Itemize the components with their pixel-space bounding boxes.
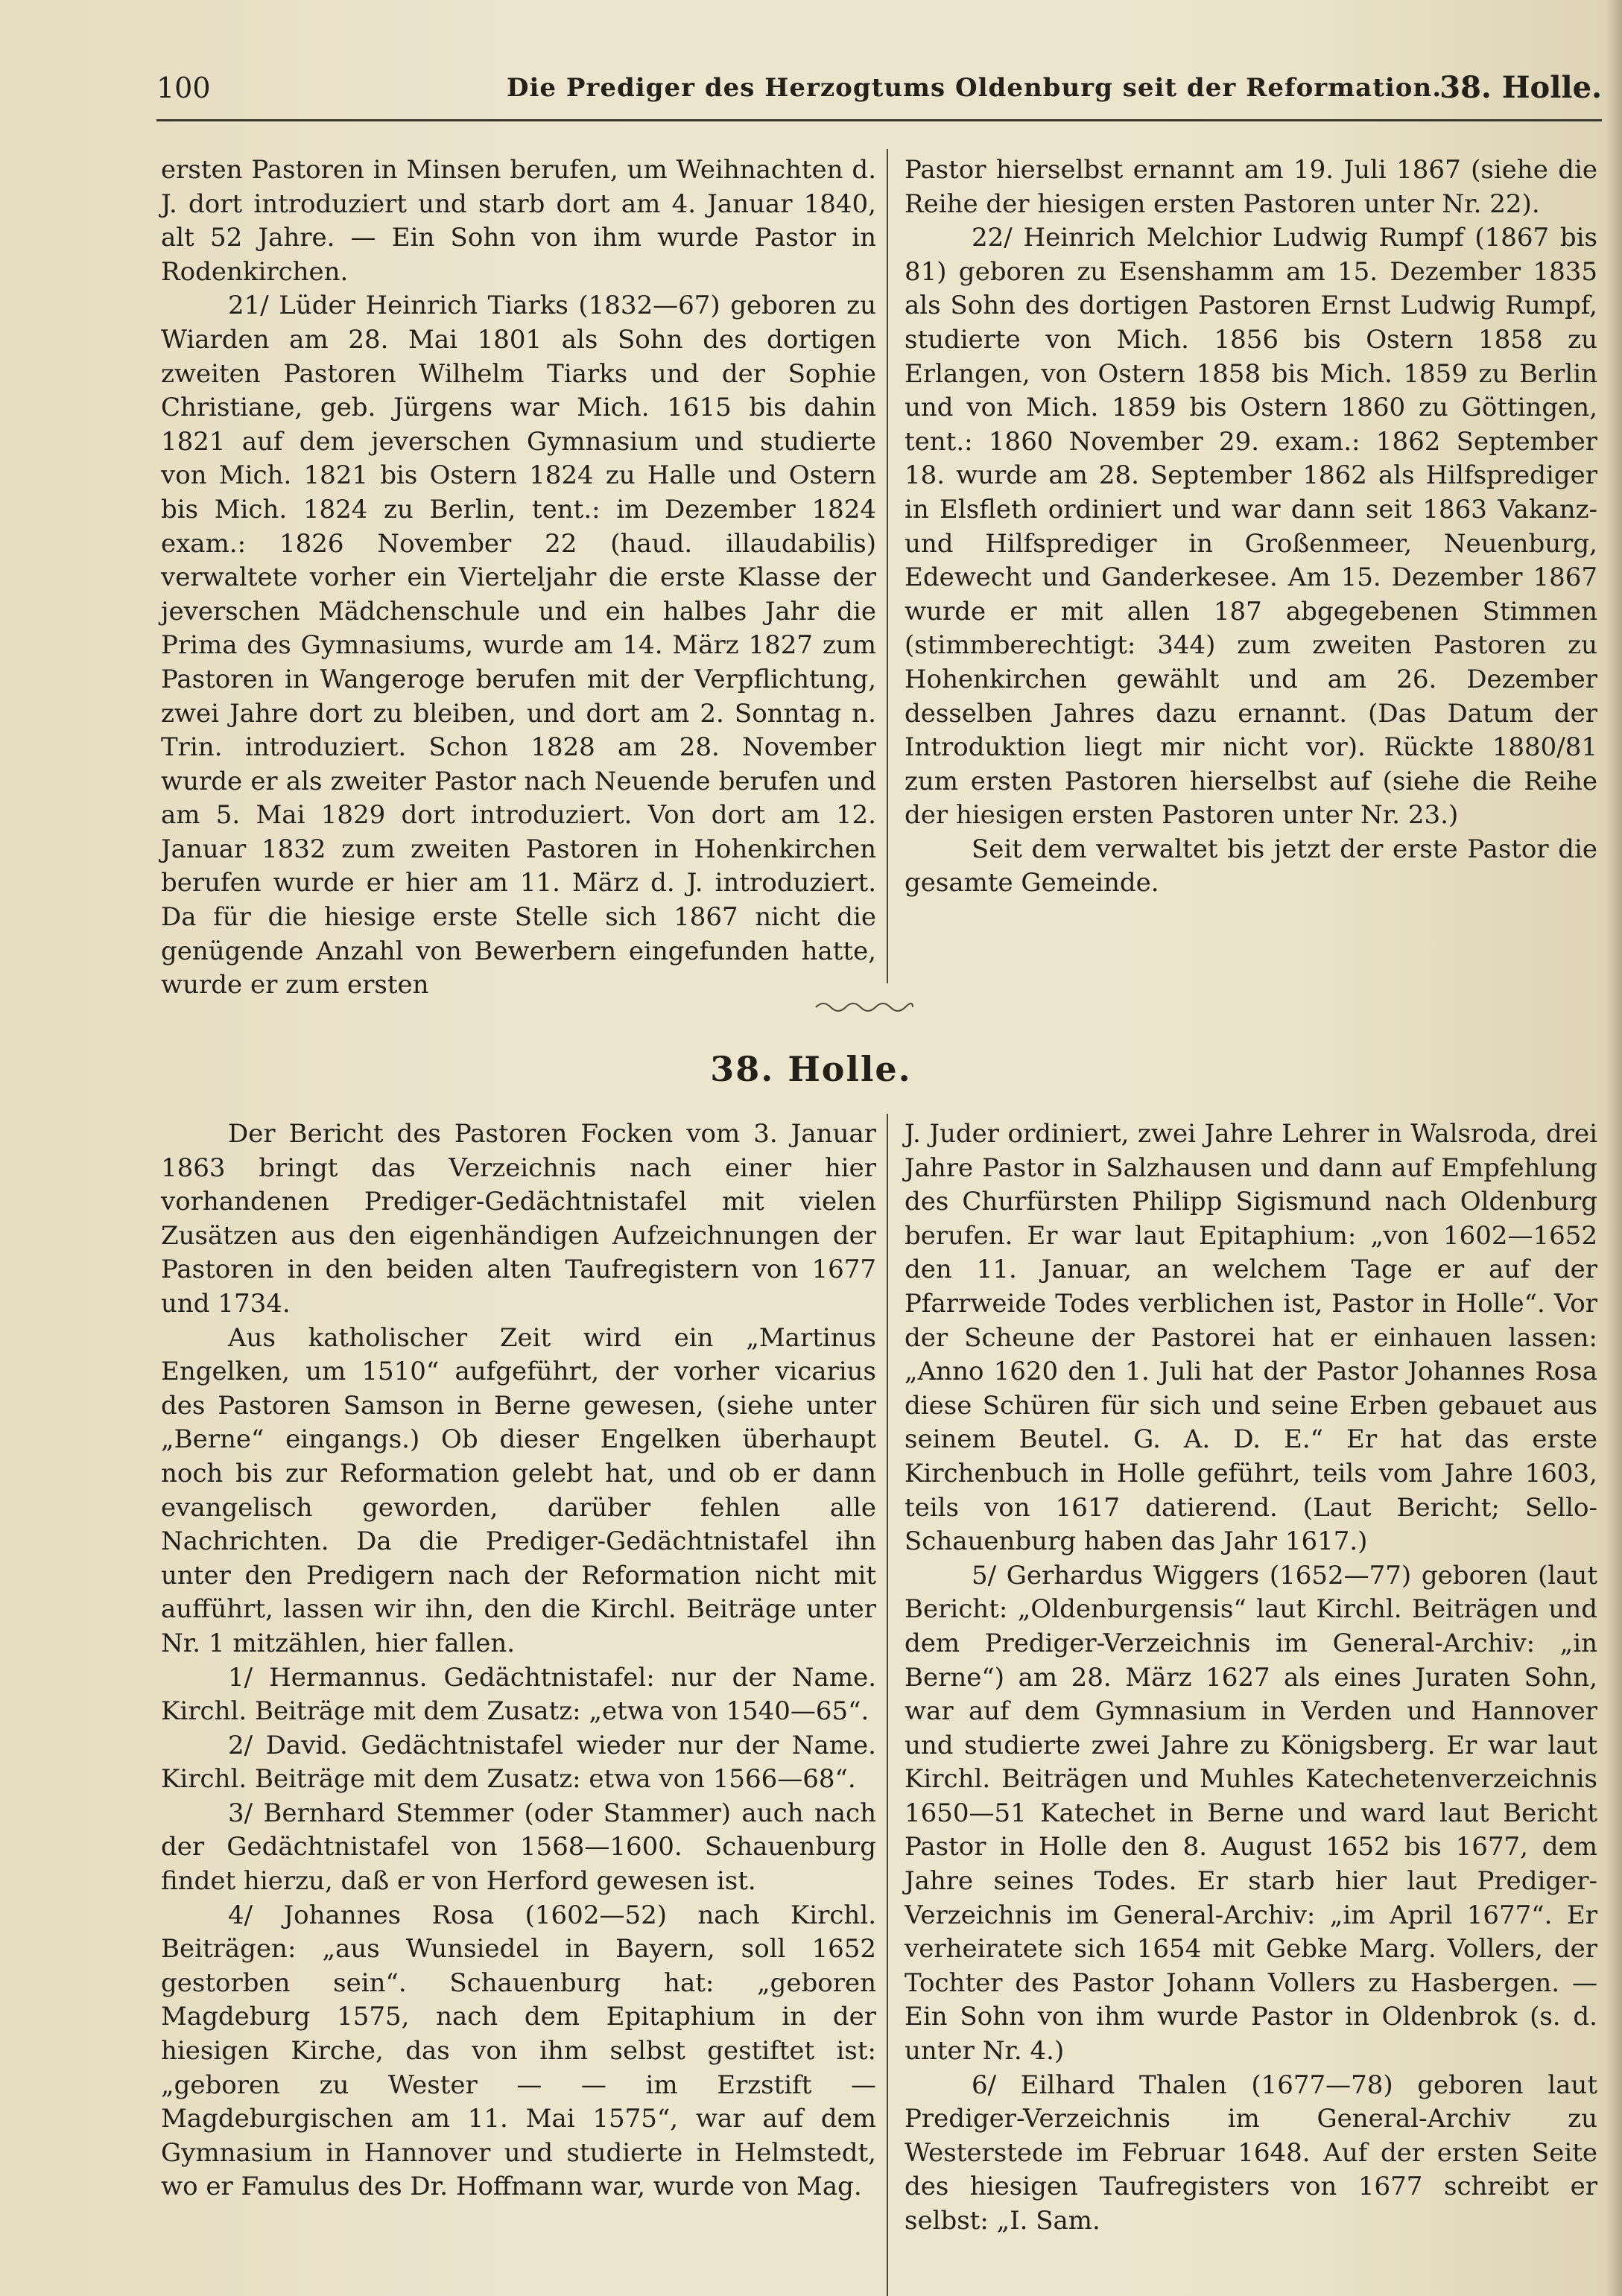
paragraph: ersten Pastoren in Minsen berufen, um Weihnachten d. J. dort introduziert und starb dort am 4. Januar 1840, alt 52 Jahre. — Ein Sohn von ihm wurde Pastor in Rodenkirchen. bbox=[161, 155, 876, 287]
column-divider bbox=[887, 1114, 888, 2296]
paragraph: 1/ Hermannus. Gedächtnistafel: nur der Name. Kirchl. Beiträge mit dem Zusatz: „etwa von 1540—65“. bbox=[161, 1662, 876, 1727]
upper-left-column bbox=[161, 153, 876, 1000]
paragraph: 2/ David. Gedächtnistafel wieder nur der Name. Kirchl. Beiträge mit dem Zusatz: etwa von 1566—68“. bbox=[161, 1730, 876, 1795]
paragraph: Pastor hierselbst ernannt am 19. Juli 1867 (siehe die Reihe der hiesigen ersten Pastoren unter Nr. 22). bbox=[905, 155, 1597, 219]
column-divider bbox=[887, 149, 888, 983]
paragraph: 6/ Eilhard Thalen (1677—78) geboren laut Prediger-Verzeichnis im General-Archiv zu Westerstede im Februar 1648. Auf der ersten Seite des hiesigen Taufregisters von 1677 schreibt er selbst: „I. Sam. bbox=[905, 2070, 1597, 2236]
paragraph: J. Juder ordiniert, zwei Jahre Lehrer in Walsroda, drei Jahre Pastor in Salzhausen und dann auf Empfehlung des Churfürsten Philipp Sigismund nach Oldenburg berufen. Er war laut Epitaphium: „von 1602—1652 den 11. Januar, an welchem Tage er auf der Pfarrweide Todes verblichen ist, Pastor in Holle“. Vor der Scheune der Pastorei hat er einhauen lassen: „Anno 1620 den 1. Juli hat der Pastor Johannes Rosa diese Schüren für sich und seine Erben gebauet aus seinem Beutel. G. A. D. E.“ Er hat das erste Kirchenbuch in Holle geführt, teils vom Jahre 1603, teils von 1617 datierend. (Laut Bericht; Sello-Schauenburg haben das Jahr 1617.) bbox=[905, 1119, 1597, 1557]
paragraph: 21/ Lüder Heinrich Tiarks (1832—67) geboren zu Wiarden am 28. Mai 1801 als Sohn des dortigen zweiten Pastoren Wilhelm Tiarks und der Sophie Christiane, geb. Jürgens war Mich. 1615 bis dahin 1821 auf dem jeverschen Gymnasium und studierte von Mich. 1821 bis Ostern 1824 zu Halle und Ostern bis Mich. 1824 zu Berlin, tent.: im Dezember 1824 exam.: 1826 November 22 (haud. illaudabilis) verwaltete vorher ein Vierteljahr die erste Klasse der jeverschen Mädchenschule und ein halbes Jahr die Prima des Gymnasiums, wurde am 14. März 1827 zum Pastoren in Wangeroge berufen mit der Verpflichtung, zwei Jahre dort zu bleiben, und dort am 2. Sonntag n. Trin. introduziert. Schon 1828 am 28. November wurde er als zweiter Pastor nach Neuende berufen und am 5. Mai 1829 dort introduziert. Von dort am 12. Januar 1832 zum zweiten Pastoren in Hohenkirchen berufen wurde er hier am 11. März d. J. introduziert. Da für die hiesige erste Stelle sich 1867 nicht die genügende Anzahl von Bewerbern eingefunden hatte, wurde er zum ersten bbox=[161, 291, 876, 1000]
running-title: Die Prediger des Herzogtums Oldenburg seit der Reformation. bbox=[507, 73, 1442, 103]
header-rule bbox=[156, 119, 1602, 121]
paragraph: Seit dem verwaltet bis jetzt der erste Pastor die gesamte Gemeinde. bbox=[905, 834, 1597, 898]
page-number: 100 bbox=[156, 72, 211, 104]
paragraph: 3/ Bernhard Stemmer (oder Stammer) auch nach der Gedächtnistafel von 1568—1600. Schauenburg findet hierzu, daß er von Herford gewesen ist. bbox=[161, 1798, 876, 1897]
ornament-divider bbox=[812, 1000, 916, 1015]
running-section: 38. Holle. bbox=[1439, 70, 1602, 105]
paragraph: Aus katholischer Zeit wird ein „Martinus Engelken, um 1510“ aufgeführt, der vorher vicarius des Pastoren Samson in Berne gewesen, (siehe unter „Berne“ eingangs.) Ob dieser Engelken überhaupt noch bis zur Reformation gelebt hat, und ob er dann evangelisch geworden, darüber fehlen alle Nachrichten. Da die Prediger-Gedächtnistafel ihn unter den Predigern nach der Reformation nicht mit aufführt, lassen wir ihn, den die Kirchl. Beiträge unter Nr. 1 mitzählen, hier fallen. bbox=[161, 1322, 876, 1658]
running-header bbox=[156, 66, 1609, 110]
paragraph: Der Bericht des Pastoren Focken vom 3. Januar 1863 bringt das Verzeichnis nach einer hier vorhandenen Prediger-Gedächtnistafel mit vielen Zusätzen aus den eigenhändigen Aufzeichnungen der Pastoren in den beiden alten Taufregistern von 1677 und 1734. bbox=[161, 1119, 876, 1319]
page-edge-shadow bbox=[1606, 0, 1622, 2296]
section-title: 38. Holle. bbox=[710, 1049, 912, 1089]
paragraph: 22/ Heinrich Melchior Ludwig Rumpf (1867 bis 81) geboren zu Esenshamm am 15. Dezember 1835 als Sohn des dortigen Pastoren Ernst Ludwig Rumpf, studierte von Mich. 1856 bis Ostern 1858 zu Erlangen, von Ostern 1858 bis Mich. 1859 zu Berlin und von Mich. 1859 bis Ostern 1860 zu Göttingen, tent.: 1860 November 29. exam.: 1862 September 18. wurde am 28. September 1862 als Hilfsprediger in Elsfleth ordiniert und war dann seit 1863 Vakanz- und Hilfsprediger in Großenmeer, Neuenburg, Edewecht und Ganderkesee. Am 15. Dezember 1867 wurde er mit allen 187 abgegebenen Stimmen (stimmberechtigt: 344) zum zweiten Pastoren zu Hohenkirchen gewählt und am 26. Dezember desselben Jahres dazu ernannt. (Das Datum der Introduktion liegt mir nicht vor). Rückte 1880/81 zum ersten Pastoren hierselbst auf (siehe die Reihe der hiesigen ersten Pastoren unter Nr. 23.) bbox=[905, 223, 1597, 831]
paragraph: 5/ Gerhardus Wiggers (1652—77) geboren (laut Bericht: „Oldenburgensis“ laut Kirchl. Beiträgen und dem Prediger-Verzeichnis im General-Archiv: „in Berne“) am 28. März 1627 als eines Juraten Sohn, war auf dem Gymnasium in Verden und Hannover und studierte zwei Jahre zu Königsberg. Er war laut Kirchl. Beiträgen und Muhles Katechetenverzeichnis 1650—51 Katechet in Berne und ward laut Bericht Pastor in Holle den 8. August 1652 bis 1677, dem Jahre seines Todes. Er starb hier laut Prediger-Verzeichnis im General-Archiv: „im April 1677“. Er verheiratete sich 1654 mit Gebke Marg. Vollers, der Tochter des Pastor Johann Vollers zu Hasbergen. — Ein Sohn von ihm wurde Pastor in Oldenbrok (s. d. unter Nr. 4.) bbox=[905, 1560, 1597, 2067]
lower-right-column bbox=[905, 1117, 1597, 2296]
lower-left-column bbox=[161, 1117, 876, 2296]
upper-right-column bbox=[905, 153, 1597, 980]
paragraph: 4/ Johannes Rosa (1602—52) nach Kirchl. Beiträgen: „aus Wunsiedel in Bayern, soll 1652 gestorben sein“. Schauenburg hat: „geboren Magdeburg 1575, nach dem Epitaphium in der hiesigen Kirche, das von ihm selbst gestiftet ist: „geboren zu Wester — — im Erzstift — Magdeburgischen am 11. Mai 1575“, war auf dem Gymnasium in Hannover und studierte in Helmstedt, wo er Famulus des Dr. Hoffmann war, wurde von Mag. bbox=[161, 1900, 876, 2202]
